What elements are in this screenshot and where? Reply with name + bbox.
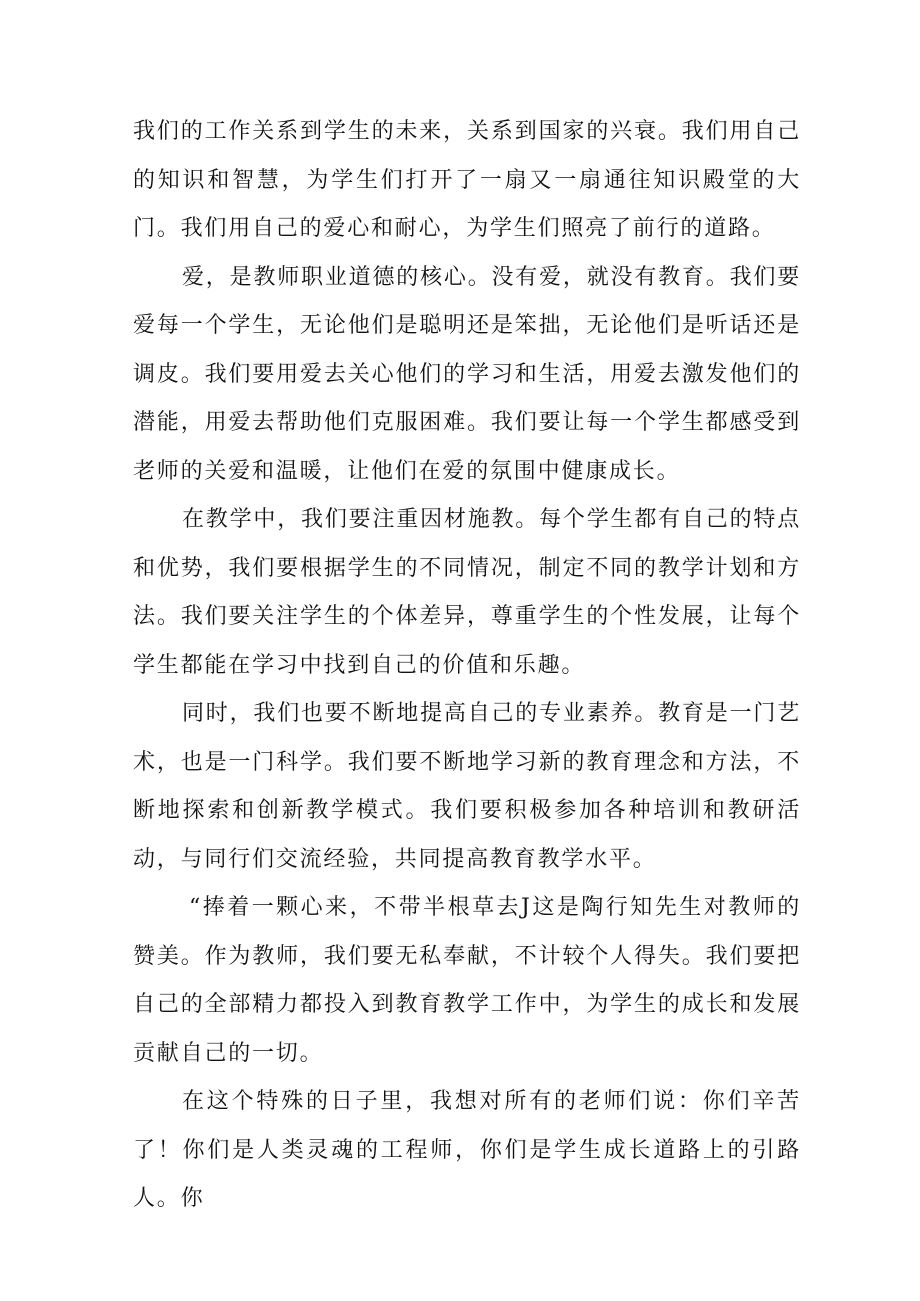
paragraph-5: “捧着一颗心来，不带半根草去J这是陶行知先生对教师的赞美。作为教师，我们要无私奉献，不计较个人得失。我们要把自己的全部精力都投入到教育教学工作中，为学生的成长和发展贡献自己的一切。: [133, 895, 801, 1066]
document-page: [133, 108, 801, 1224]
paragraph-3: 在教学中，我们要注重因材施教。每个学生都有自己的特点和优势，我们要根据学生的不同情况，制定不同的教学计划和方法。我们要关注学生的个体差异，尊重学生的个性发展，让每个学生都能在学习中找到自己的价值和乐趣。: [133, 507, 801, 678]
paragraph-4: 同时，我们也要不断地提高自己的专业素养。教育是一门艺术，也是一门科学。我们要不断地学习新的教育理念和方法，不断地探索和创新教学模式。我们要积极参加各种培训和教研活动，与同行们交流经验，共同提高教育教学水平。: [133, 701, 801, 872]
paragraph-2: 爱，是教师职业道德的核心。没有爱，就没有教育。我们要爱每一个学生，无论他们是聪明还是笨拙，无论他们是听话还是调皮。我们要用爱去关心他们的学习和生活，用爱去激发他们的潜能，用爱去帮助他们克服困难。我们要让每一个学生都感受到老师的关爱和温暖，让他们在爱的氛围中健康成长。: [133, 264, 801, 484]
paragraph-6: 在这个特殊的日子里，我想对所有的老师们说：你们辛苦了！你们是人类灵魂的工程师，你们是学生成长道路上的引路人。你: [133, 1089, 801, 1211]
paragraph-1: 我们的工作关系到学生的未来，关系到国家的兴衰。我们用自己的知识和智慧，为学生们打开了一扇又一扇通往知识殿堂的大门。我们用自己的爱心和耐心，为学生们照亮了前行的道路。: [133, 119, 801, 241]
